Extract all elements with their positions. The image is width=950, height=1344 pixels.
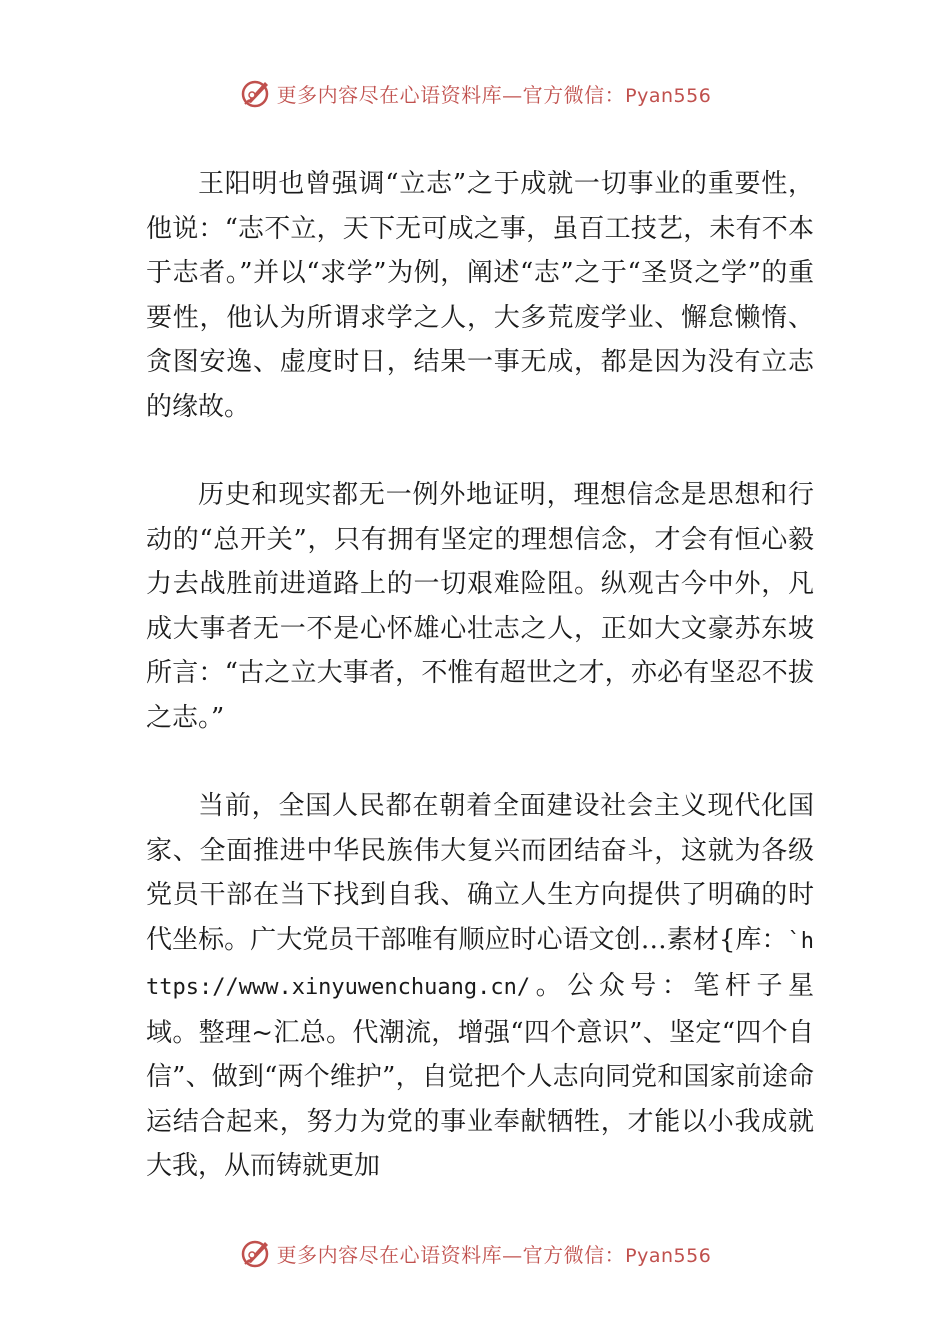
- header-prefix: 更多内容尽在心语资料库: [276, 82, 503, 107]
- footer-wechat-id: Pyan556: [625, 1244, 712, 1267]
- header-dash: —: [502, 82, 523, 107]
- footer-dash: —: [502, 1242, 523, 1267]
- header-wechat-id: Pyan556: [625, 84, 712, 107]
- quill-logo-icon: [239, 1236, 273, 1270]
- paragraph-2: 历史和现实都无一例外地证明，理想信念是思想和行动的“总开关”，只有拥有坚定的理想信念，才会有恒心毅力去战胜前进道路上的一切艰难险阻。纵观古今中外，凡成大事者无一不是心怀雄心壮志之人，正如大文豪苏东坡所言：“古之立大事者，不惟有超世之才，亦必有坚忍不拔之志。”: [146, 480, 814, 733]
- paragraph-3-part1: 当前，全国人民都在朝着全面建设社会主义现代化国家、全面推进中华民族伟大复兴而团结奋斗，这就为各级党员干部在当下找到自我、确立人生方向提供了明确的时代坐标。广大党员干部唯有顺应时心语文创…素材{库：: [146, 791, 814, 955]
- paragraph-3-url: `https://www.xinyuwenchuang.cn/: [146, 928, 814, 1000]
- paragraph-3: [146, 784, 814, 1189]
- footer-text: [277, 1239, 712, 1268]
- quill-logo-icon: [239, 76, 273, 110]
- footer-banner: [0, 1233, 950, 1273]
- paragraph-1: 王阳明也曾强调“立志”之于成就一切事业的重要性，他说：“志不立，天下无可成之事，虽百工技艺，未有不本于志者。”并以“求学”为例，阐述“志”之于“圣贤之学”的重要性，他认为所谓求学之人，大多荒废学业、懈怠懒惰、贪图安逸、虚度时日，结果一事无成，都是因为没有立志的缘故。: [146, 169, 814, 422]
- header-wechat-label: 官方微信：: [522, 82, 626, 107]
- header-text: [277, 79, 712, 108]
- article-body: [146, 162, 814, 1233]
- paragraph-3-part2: 。公众号：笔杆子星域。整理~汇总。代潮流，增强“四个意识”、坚定“四个自信”、做到“两个维护”，自觉把个人志向同党和国家前途命运结合起来，努力为党的事业奉献牺牲，才能以小我成就大我，从而铸就更加: [146, 971, 814, 1181]
- header-banner: [0, 73, 950, 113]
- footer-prefix: 更多内容尽在心语资料库: [276, 1242, 503, 1267]
- footer-wechat-label: 官方微信：: [522, 1242, 626, 1267]
